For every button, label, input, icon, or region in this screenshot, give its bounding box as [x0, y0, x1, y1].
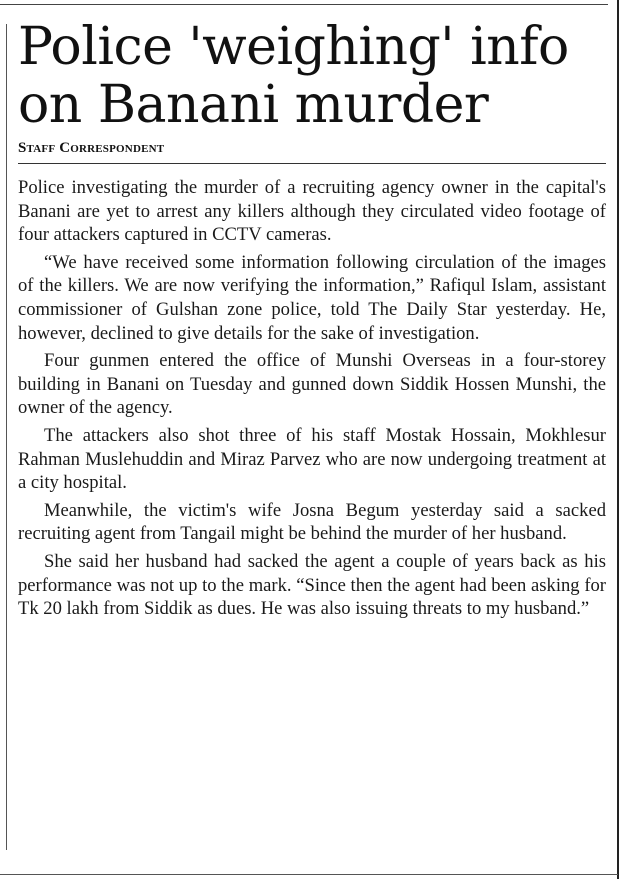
headline: Police 'weighing' info on Banani murder — [18, 17, 569, 135]
left-column-rule — [6, 24, 7, 850]
article — [18, 18, 606, 625]
bottom-rule — [0, 874, 618, 875]
byline: Staff Correspondent — [18, 140, 606, 164]
paragraph: She said her husband had sacked the agent a couple of years back as his performance was not up to the mark. “Since then the agent had been asking for Tk 20 lakh from Siddik as dues. He was also issuing threats to my husband.” — [18, 550, 606, 620]
paragraph: The attackers also shot three of his staff Mostak Hossain, Mokhlesur Rahman Muslehuddin and Miraz Parvez who are now undergoing treatment at a city hospital. — [18, 424, 606, 494]
article-body — [18, 176, 606, 621]
right-column-rule — [617, 0, 619, 879]
paragraph: Police investigating the murder of a recruiting agency owner in the capital's Banani are yet to arrest any killers although they circulated video footage of four attackers captured in CCTV cameras. — [18, 177, 606, 246]
top-rule — [0, 4, 608, 5]
paragraph: “We have received some information following circulation of the images of the killers. We are now verifying the information,” Rafiqul Islam, assistant commissioner of Gulshan zone police, told The Daily Star yesterday. He, however, declined to give details for the sake of investigation. — [18, 251, 606, 344]
paragraph: Four gunmen entered the office of Munshi Overseas in a four-storey building in Banani on Tuesday and gunned down Siddik Hossen Munshi, the owner of the agency. — [18, 350, 606, 419]
paragraph: Meanwhile, the victim's wife Josna Begum yesterday said a sacked recruiting agent from Tangail might be behind the murder of her husband. — [18, 499, 606, 545]
